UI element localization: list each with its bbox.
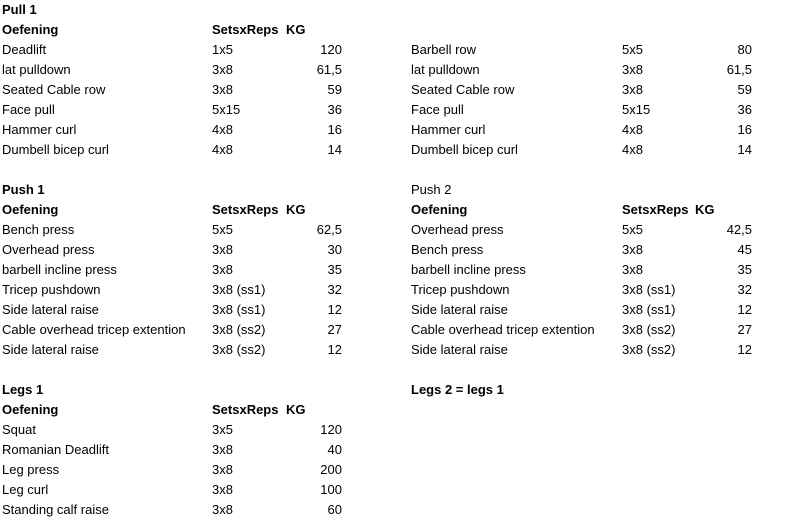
exercise-cell: Tricep pushdown bbox=[411, 282, 510, 297]
kg-cell: 27 bbox=[737, 322, 752, 337]
legs1-title: Legs 1 bbox=[2, 382, 44, 397]
push2-header-kg: KG bbox=[695, 202, 715, 217]
exercise-cell: Deadlift bbox=[2, 42, 47, 57]
sets-cell: 3x8 bbox=[212, 482, 233, 497]
push1-header-kg: KG bbox=[286, 202, 306, 217]
sets-cell: 3x5 bbox=[212, 422, 233, 437]
kg-cell: 59 bbox=[737, 82, 752, 97]
kg-cell: 27 bbox=[327, 322, 342, 337]
sets-cell: 5x15 bbox=[212, 102, 241, 117]
kg-cell: 80 bbox=[737, 42, 752, 57]
legs1-header-kg: KG bbox=[286, 402, 306, 417]
sets-cell: 5x5 bbox=[622, 42, 643, 57]
kg-cell: 12 bbox=[327, 342, 342, 357]
push1-title: Push 1 bbox=[2, 182, 45, 197]
kg-cell: 16 bbox=[737, 122, 752, 137]
push2-header-exercise: Oefening bbox=[411, 202, 468, 217]
kg-cell: 100 bbox=[320, 482, 342, 497]
sets-cell: 3x8 (ss1) bbox=[212, 282, 266, 297]
exercise-cell: Side lateral raise bbox=[2, 342, 99, 357]
exercise-cell: Bench press bbox=[2, 222, 75, 237]
push1-header-exercise: Oefening bbox=[2, 202, 59, 217]
kg-cell: 36 bbox=[737, 102, 752, 117]
kg-cell: 45 bbox=[737, 242, 752, 257]
sets-cell: 3x8 bbox=[622, 62, 643, 77]
exercise-cell: Hammer curl bbox=[411, 122, 486, 137]
exercise-cell: Bench press bbox=[411, 242, 484, 257]
kg-cell: 36 bbox=[327, 102, 342, 117]
exercise-cell: Cable overhead tricep extention bbox=[411, 322, 595, 337]
kg-cell: 16 bbox=[327, 122, 342, 137]
push2-title: Push 2 bbox=[411, 182, 452, 197]
kg-cell: 30 bbox=[327, 242, 342, 257]
exercise-cell: Dumbell bicep curl bbox=[2, 142, 109, 157]
exercise-cell: lat pulldown bbox=[2, 62, 71, 77]
legs1-header-exercise: Oefening bbox=[2, 402, 59, 417]
exercise-cell: barbell incline press bbox=[411, 262, 526, 277]
sets-cell: 4x8 bbox=[212, 122, 233, 137]
sets-cell: 4x8 bbox=[212, 142, 233, 157]
sets-cell: 1x5 bbox=[212, 42, 233, 57]
exercise-cell: Overhead press bbox=[2, 242, 95, 257]
sets-cell: 5x5 bbox=[622, 222, 643, 237]
pull1-title: Pull 1 bbox=[2, 2, 37, 17]
kg-cell: 59 bbox=[327, 82, 342, 97]
pull1-header-sets: SetsxReps bbox=[212, 22, 279, 37]
exercise-cell: Seated Cable row bbox=[411, 82, 515, 97]
sets-cell: 3x8 (ss1) bbox=[212, 302, 266, 317]
kg-cell: 61,5 bbox=[316, 62, 342, 77]
sets-cell: 3x8 (ss2) bbox=[212, 342, 266, 357]
sets-cell: 3x8 (ss1) bbox=[622, 282, 676, 297]
exercise-cell: Standing calf raise bbox=[2, 502, 109, 517]
exercise-cell: Seated Cable row bbox=[2, 82, 106, 97]
pull1-header-exercise: Oefening bbox=[2, 22, 59, 37]
legs2-note: Legs 2 = legs 1 bbox=[411, 382, 504, 397]
sets-cell: 3x8 (ss2) bbox=[622, 342, 676, 357]
kg-cell: 12 bbox=[737, 342, 752, 357]
kg-cell: 14 bbox=[737, 142, 752, 157]
kg-cell: 42,5 bbox=[726, 222, 752, 237]
sets-cell: 3x8 (ss1) bbox=[622, 302, 676, 317]
exercise-cell: lat pulldown bbox=[411, 62, 480, 77]
sets-cell: 3x8 bbox=[212, 62, 233, 77]
exercise-cell: Overhead press bbox=[411, 222, 504, 237]
exercise-cell: Dumbell bicep curl bbox=[411, 142, 518, 157]
exercise-cell: Side lateral raise bbox=[411, 302, 508, 317]
kg-cell: 61,5 bbox=[726, 62, 752, 77]
kg-cell: 60 bbox=[327, 502, 342, 517]
exercise-cell: Face pull bbox=[2, 102, 55, 117]
kg-cell: 35 bbox=[737, 262, 752, 277]
kg-cell: 120 bbox=[320, 422, 342, 437]
exercise-cell: barbell incline press bbox=[2, 262, 117, 277]
kg-cell: 40 bbox=[327, 442, 342, 457]
kg-cell: 200 bbox=[320, 462, 342, 477]
sets-cell: 3x8 (ss2) bbox=[622, 322, 676, 337]
exercise-cell: Cable overhead tricep extention bbox=[2, 322, 186, 337]
sets-cell: 3x8 bbox=[622, 262, 643, 277]
kg-cell: 32 bbox=[737, 282, 752, 297]
legs1-header-sets: SetsxReps bbox=[212, 402, 279, 417]
sets-cell: 3x8 (ss2) bbox=[212, 322, 266, 337]
exercise-cell: Squat bbox=[2, 422, 36, 437]
kg-cell: 120 bbox=[320, 42, 342, 57]
kg-cell: 12 bbox=[737, 302, 752, 317]
sets-cell: 3x8 bbox=[212, 242, 233, 257]
exercise-cell: Barbell row bbox=[411, 42, 477, 57]
pull1-header-kg: KG bbox=[286, 22, 306, 37]
kg-cell: 32 bbox=[327, 282, 342, 297]
sets-cell: 3x8 bbox=[622, 242, 643, 257]
sets-cell: 3x8 bbox=[212, 502, 233, 517]
exercise-cell: Face pull bbox=[411, 102, 464, 117]
sets-cell: 3x8 bbox=[212, 442, 233, 457]
sets-cell: 4x8 bbox=[622, 122, 643, 137]
sets-cell: 3x8 bbox=[212, 462, 233, 477]
exercise-cell: Side lateral raise bbox=[411, 342, 508, 357]
exercise-cell: Romanian Deadlift bbox=[2, 442, 109, 457]
exercise-cell: Leg press bbox=[2, 462, 60, 477]
kg-cell: 14 bbox=[327, 142, 342, 157]
exercise-cell: Tricep pushdown bbox=[2, 282, 101, 297]
sets-cell: 3x8 bbox=[212, 262, 233, 277]
kg-cell: 12 bbox=[327, 302, 342, 317]
kg-cell: 35 bbox=[327, 262, 342, 277]
exercise-cell: Leg curl bbox=[2, 482, 49, 497]
sets-cell: 5x5 bbox=[212, 222, 233, 237]
sets-cell: 5x15 bbox=[622, 102, 651, 117]
sets-cell: 3x8 bbox=[622, 82, 643, 97]
sets-cell: 4x8 bbox=[622, 142, 643, 157]
push2-header-sets: SetsxReps bbox=[622, 202, 689, 217]
exercise-cell: Hammer curl bbox=[2, 122, 77, 137]
kg-cell: 62,5 bbox=[316, 222, 342, 237]
push1-header-sets: SetsxReps bbox=[212, 202, 279, 217]
exercise-cell: Side lateral raise bbox=[2, 302, 99, 317]
sets-cell: 3x8 bbox=[212, 82, 233, 97]
